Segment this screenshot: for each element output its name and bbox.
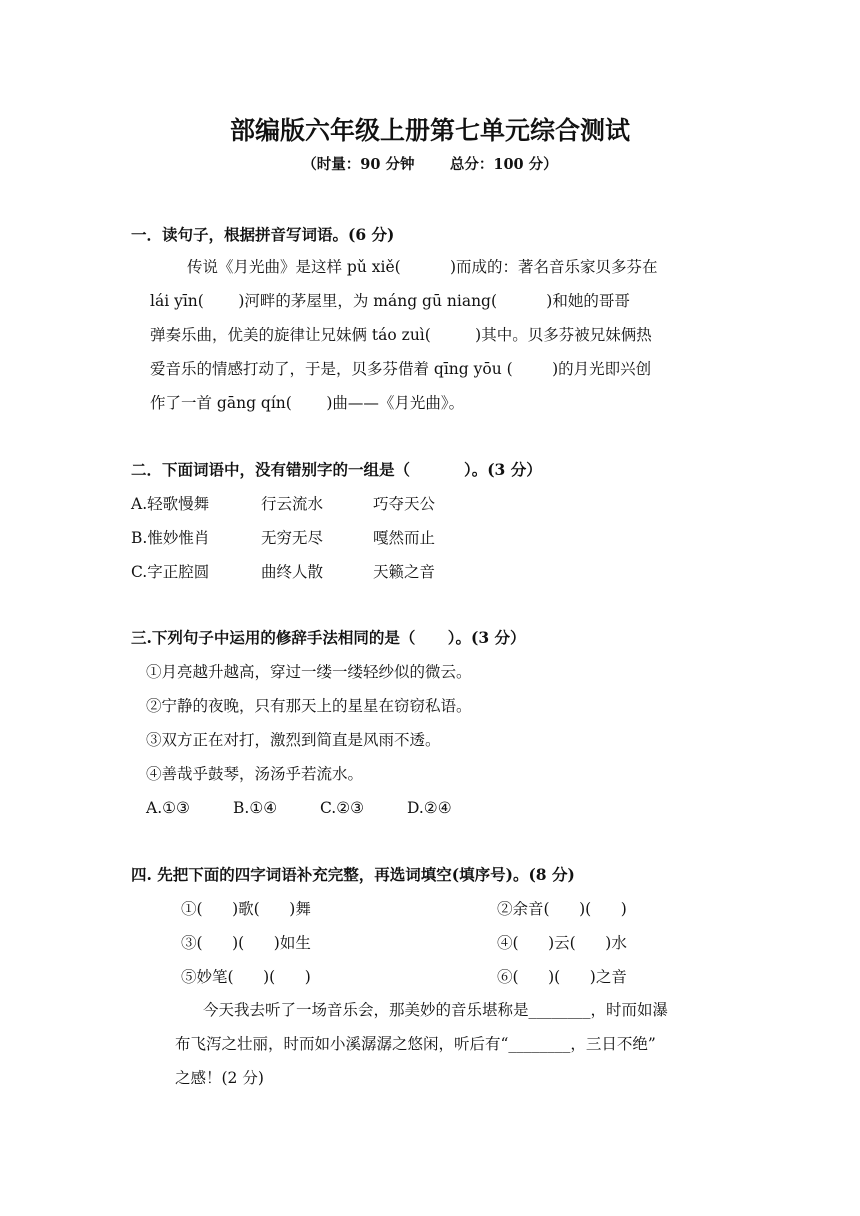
- question-1-line: 爱音乐的情感打动了，于是，贝多芬借着 qīng yōu ( )的月光即兴创: [150, 360, 652, 378]
- option-a: A.轻歌慢舞: [131, 495, 210, 513]
- question-1-line: 传说《月光曲》是这样 pǔ xiě( )而成的：著名音乐家贝多芬在: [187, 258, 658, 276]
- question-1-line: 作了一首 gāng qín( )曲——《月光曲》。: [150, 394, 465, 412]
- choice-a: A.①③: [146, 799, 190, 817]
- idiom-item: ⑥( )( )之音: [497, 968, 627, 986]
- option-a-word: 行云流水: [261, 495, 324, 513]
- question-1-heading: 一．读句子，根据拼音写词语。(6 分): [131, 225, 395, 244]
- question-3-heading: 三.下列句子中运用的修辞手法相同的是（ ）。(3 分）: [131, 628, 526, 647]
- fill-paragraph-line: 今天我去听了一场音乐会，那美妙的音乐堪称是________，时而如瀑: [203, 1001, 669, 1019]
- option-b: B.惟妙惟肖: [131, 529, 210, 547]
- option-b-word: 嘎然而止: [373, 529, 436, 547]
- question-1-line: lái yīn( )河畔的茅屋里，为 máng gū niang( )和她的哥哥: [150, 292, 630, 310]
- idiom-item: ④( )云( )水: [497, 934, 627, 952]
- question-3-sentence: ③双方正在对打，激烈到简直是风雨不透。: [146, 731, 441, 749]
- page-title: 部编版六年级上册第七单元综合测试: [229, 116, 630, 145]
- question-2-heading: 二．下面词语中，没有错别字的一组是（ ）。(3 分）: [131, 460, 542, 479]
- option-c-word: 天籁之音: [373, 563, 436, 581]
- fill-paragraph-line: 布飞泻之壮丽，时而如小溪潺潺之悠闲，听后有“________，三日不绝”: [175, 1035, 656, 1053]
- option-c: C.字正腔圆: [131, 563, 210, 581]
- option-b-word: 无穷无尽: [261, 529, 324, 547]
- option-c-word: 曲终人散: [261, 563, 324, 581]
- question-3-sentence: ②宁静的夜晚，只有那天上的星星在窃窃私语。: [146, 697, 472, 715]
- fill-paragraph-line: 之感！(2 分): [175, 1069, 264, 1087]
- idiom-item: ②余音( )( ): [497, 900, 627, 918]
- idiom-item: ⑤妙笔( )( ): [181, 968, 311, 986]
- idiom-item: ③( )( )如生: [181, 934, 311, 952]
- page-subtitle: （时量：90 分钟 总分：100 分）: [302, 156, 558, 173]
- question-3-sentence: ①月亮越升越高，穿过一缕一缕轻纱似的微云。: [146, 663, 472, 681]
- question-4-heading: 四. 先把下面的四字词语补充完整，再选词填空(填序号)。(8 分): [131, 865, 575, 884]
- choice-c: C.②③: [320, 799, 365, 817]
- question-3-sentence: ④善哉乎鼓琴，汤汤乎若流水。: [146, 765, 364, 783]
- idiom-item: ①( )歌( )舞: [181, 900, 311, 918]
- choice-b: B.①④: [233, 799, 278, 817]
- option-a-word: 巧夺天公: [373, 495, 436, 513]
- choice-d: D.②④: [407, 799, 452, 817]
- question-1-line: 弹奏乐曲，优美的旋律让兄妹俩 táo zuì( )其中。贝多芬被兄妹俩热: [150, 326, 652, 344]
